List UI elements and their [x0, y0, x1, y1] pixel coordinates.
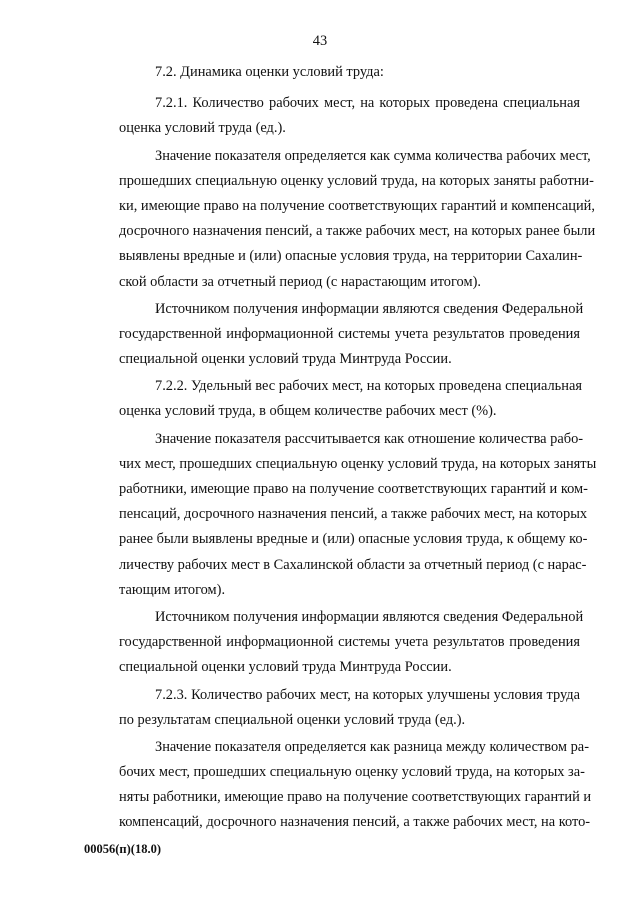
text-line: Источником получения информации являются сведения Федеральной [155, 300, 584, 317]
paragraph [83, 91, 580, 141]
text-line: выявлены вредные и (или) опасные условия труда, на территории Сахалин- [119, 248, 583, 265]
text-line: прошедших специальную оценку условий труда, на которых заняты работни- [119, 172, 594, 189]
text-line: оценка условий труда, в общем количестве рабочих мест (%). [119, 403, 497, 420]
text-line: 7.2.1. Количество рабочих мест, на которых проведена специальная [155, 95, 580, 112]
text-line: чих мест, прошедших специальную оценку условий труда, на которых заняты [119, 455, 597, 472]
text-line: 7.2.3. Количество рабочих мест, на которых улучшены условия труда [155, 686, 580, 703]
text-line: пенсаций, досрочного назначения пенсий, а также рабочих мест, на которых [119, 506, 588, 523]
text-line: бочих мест, прошедших специальную оценку условий труда, на которых за- [119, 764, 585, 781]
text-line: компенсаций, досрочного назначения пенсий, а также рабочих мест, на кото- [119, 814, 591, 831]
text-line: тающим итогом). [119, 581, 226, 598]
text-line: ранее были выявлены вредные и (или) опасные условия труда, к общему ко- [119, 531, 588, 548]
text-line: личеству рабочих мест в Сахалинской области за отчетный период (с нарас- [119, 556, 587, 573]
text-line: 7.2. Динамика оценки условий труда: [155, 64, 384, 80]
text-line: ки, имеющие право на получение соответствующих гарантий и компенсаций, [119, 197, 595, 214]
paragraph [83, 144, 596, 295]
page-number: 43 [312, 33, 328, 49]
text-line: досрочного назначения пенсий, а также рабочих мест, на которых ранее были [119, 223, 596, 240]
text-line: по результатам специальной оценки условий труда (ед.). [119, 711, 466, 728]
paragraph [83, 297, 584, 373]
text-line: государственной информационной системы учета результатов проведения [119, 634, 580, 651]
text-line: оценка условий труда (ед.). [119, 120, 286, 137]
text-line: специальной оценки условий труда Минтруда России. [119, 351, 452, 368]
text-line: специальной оценки условий труда Минтруда России. [119, 659, 452, 676]
paragraph [83, 60, 580, 85]
text-line: няты работники, имеющие право на получение соответствующих гарантий и [119, 789, 592, 806]
document-body [83, 60, 597, 838]
footer-code: 00056(п)(18.0) [84, 842, 161, 856]
text-line: работники, имеющие право на получение соответствующих гарантий и ком- [119, 481, 588, 497]
text-line: Значение показателя определяется как сумма количества рабочих мест, [155, 147, 591, 164]
paragraph [83, 735, 592, 836]
text-line: ской области за отчетный период (с нарастающим итогом). [119, 273, 481, 290]
paragraph [83, 683, 580, 733]
paragraph [83, 374, 580, 424]
text-line: Значение показателя рассчитывается как отношение количества рабо- [155, 430, 584, 447]
text-line: государственной информационной системы учета результатов проведения [119, 325, 580, 342]
text-line: Источником получения информации являются сведения Федеральной [155, 608, 584, 625]
text-line: 7.2.2. Удельный вес рабочих мест, на которых проведена специальная [155, 378, 582, 395]
paragraph [83, 427, 597, 603]
paragraph [83, 605, 584, 681]
text-line: Значение показателя определяется как разница между количеством ра- [155, 738, 589, 755]
